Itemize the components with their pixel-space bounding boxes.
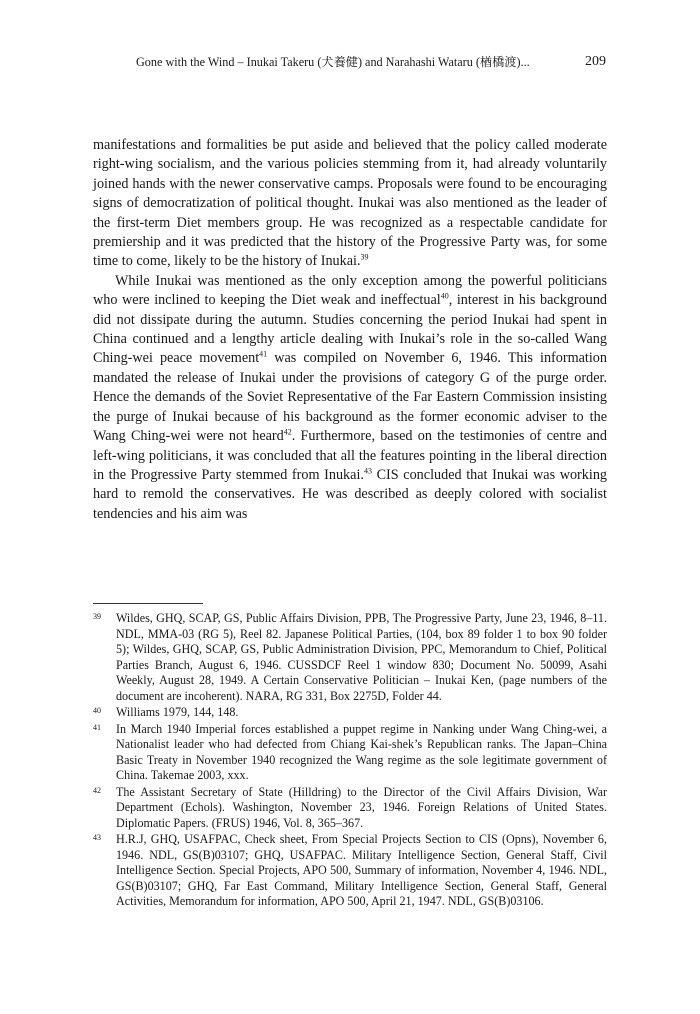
paragraph-2	[93, 272, 607, 524]
running-head-title: Gone with the Wind – Inukai Takeru (犬養健) and Narahashi Wataru (楢橋渡)...	[136, 55, 530, 69]
footnote-number: 42	[93, 785, 101, 795]
footnote-41	[93, 722, 607, 784]
footnote-ref-41[interactable]: 41	[259, 349, 268, 359]
paragraph-2-text-d: . Furthermore, based on the testimonies of centre and left-wing politicians, it was concluded that all the features pointing in the liberal direction in the Progressive Party stemmed from Inukai.	[93, 428, 607, 483]
footnote-text: Wildes, GHQ, SCAP, GS, Public Affairs Division, PPB, The Progressive Party, June 23, 1946, 8–11. NDL, MMA-03 (RG 5), Reel 82. Japanese Political Parties, (104, box 89 folder 1 to box 90 folder 5); Wildes, GHQ, SCAP, GS, Public Administration Division, PPC, Memorandum to Chief, Political Parties Branch, August 6, 1946. CUSSDCF Reel 1 window 830; Document No. 50099, Asahi Weekly, August 28, 1949. A Certain Conservative Politician – Inukai Ken, (page numbers of the document are incoherent). NARA, RG 331, Box 2275D, Folder 44.	[116, 611, 607, 703]
footnote-number: 39	[93, 612, 101, 621]
body-text	[93, 136, 607, 524]
footnote-divider	[93, 603, 203, 604]
paragraph-2-text-a: While Inukai was mentioned as the only exception among the powerful politicians who were inclined to keeping the Diet weak and ineffectual	[93, 272, 607, 309]
footnote-ref-43[interactable]: 43	[363, 466, 372, 476]
footnote-number: 43	[93, 833, 101, 842]
footnotes	[93, 611, 607, 911]
footnote-ref-40[interactable]: 40	[440, 291, 449, 301]
paragraph-1	[93, 136, 607, 272]
footnote-number: 40	[93, 706, 101, 715]
footnote-text: In March 1940 Imperial forces established a puppet regime in Nanking under Wang Ching-wei, a Nationalist leader who had defected from Chiang Kai-shek’s Republican ranks. The Japan–China Basic Treaty in November 1940 recognized the Wang regime as the sole legitimate government of China. Takemae 2003, xxx.	[116, 721, 607, 782]
footnote-43	[93, 832, 607, 910]
footnote-text: H.R.J, GHQ, USAFPAC, Check sheet, From Special Projects Section to CIS (Opns), November 6, 1946. NDL, GS(B)03107; GHQ, USAFPAC. Military Intelligence Section, General Staff, Civil Intelligence Section. Special Projects, APO 500, Summary of information, November 4, 1946. NDL, GS(B)03107; GHQ, Far East Command, Military Intelligence Section, General Staff, General Activities, Memorandum for information, APO 500, April 21, 1947. NDL, GS(B)03106.	[116, 832, 607, 908]
footnote-ref-42[interactable]: 42	[283, 427, 292, 437]
paragraph-2-text-e: CIS concluded that Inukai was working hard to remold the conservatives. He was described as deeply colored with socialist tendencies and his aim was	[93, 466, 608, 522]
footnote-number: 41	[93, 722, 101, 732]
footnote-text: Williams 1979, 144, 148.	[116, 705, 239, 719]
paragraph-2-text-c: was compiled on November 6, 1946. This information mandated the release of Inukai under the provisions of category G of the purge order. Hence the demands of the Soviet Representative of the Far Eastern Commission insisting the purge of Inukai because of his background as the former economic adviser to the Wang Ching-wei were not heard	[93, 350, 607, 445]
footnote-39	[93, 611, 607, 704]
footnote-text: The Assistant Secretary of State (Hilldring) to the Director of the Civil Affairs Division, War Department (Echols). Washington, November 23, 1946. Foreign Relations of United States. Diplomatic Papers. (FRUS) 1946, Vol. 8, 365–367.	[116, 784, 607, 830]
paragraph-1-text: manifestations and formalities be put aside and believed that the policy called moderate right-wing socialism, and the various policies stemming from it, had already voluntarily joined hands with the newer conservative camps. Proposals were found to be encouraging signs of democratization of political thought. Inukai was also mentioned as the leader of the first-term Diet members group. He was recognized as a respectable candidate for premiership and it was predicted that the history of the Progressive Party was, for some time to come, likely to be the history of Inukai.	[93, 137, 607, 270]
paragraph-2-text-b: , interest in his background did not dissipate during the autumn. Studies concerning the period Inukai had spent in China continued and a lengthy article dealing with Inukai’s role in the so-called Wang Ching-wei peace movement	[93, 292, 608, 367]
footnote-42	[93, 785, 607, 832]
page-number: 209	[585, 54, 606, 69]
footnote-ref-39[interactable]: 39	[360, 252, 369, 262]
footnote-40	[93, 705, 607, 721]
